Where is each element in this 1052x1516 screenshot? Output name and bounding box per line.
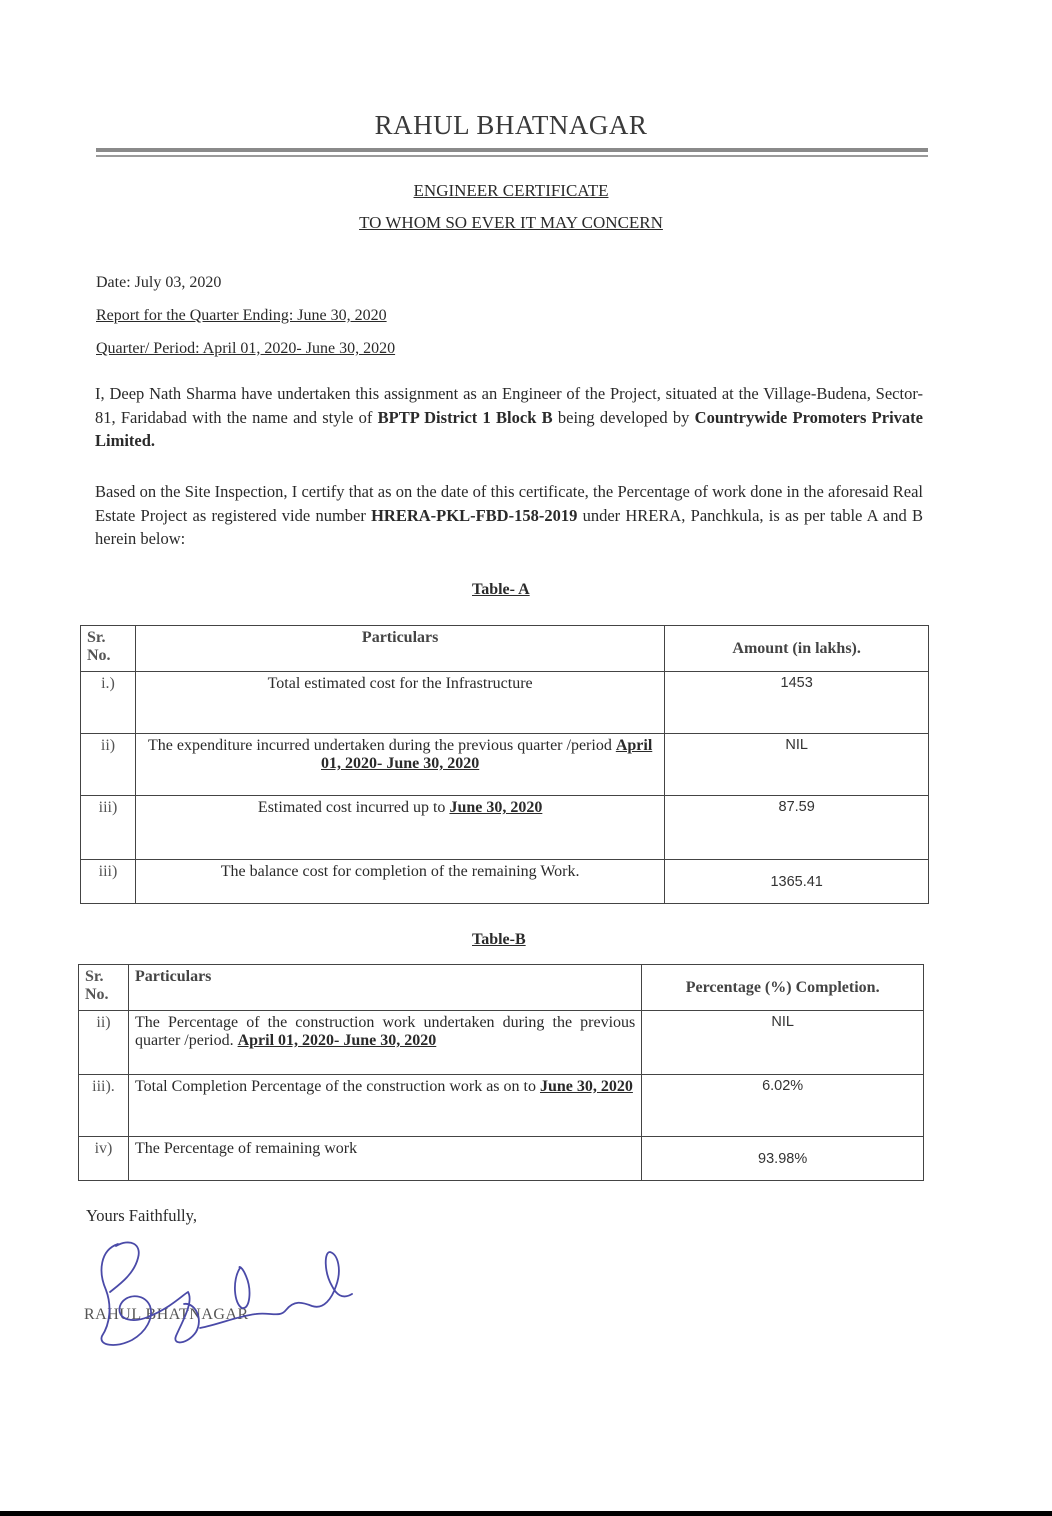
scan-bottom-edge [0,1511,1052,1516]
certification-paragraph [95,480,923,551]
amount-cell: 1365.41 [665,860,929,904]
particulars-cell [128,1137,641,1181]
sr-header: Sr. No. [81,626,136,672]
particulars-cell [135,796,664,860]
table-a [80,625,929,904]
report-quarter: Report for the Quarter Ending: June 30, 2020 [96,307,387,324]
particulars-text: Total Completion Percentage of the construction work as on to [134,1078,540,1095]
table-row [79,1011,924,1075]
table-a-caption: Table- A [472,581,530,598]
paragraph-text: under HRERA, Panchkula, is as per table A and B herein below: [95,505,923,548]
percentage-cell: NIL [642,1011,924,1075]
letterhead-rule-thin [96,155,928,157]
sr-header: Sr. No. [79,965,129,1011]
particulars-text: Estimated cost incurred up to [257,799,450,816]
table-b [78,964,924,1181]
table-row [81,860,929,904]
letterhead-name: RAHUL BHATNAGAR [374,110,648,140]
amount-cell: 1453 [665,672,929,734]
particulars-cell [128,1075,641,1137]
particulars-cell [135,672,664,734]
engagement-paragraph [95,382,923,453]
signature-mark [80,1232,370,1362]
table-row [81,796,929,860]
signature-name: RAHUL BHATNAGAR [84,1306,249,1323]
particulars-cell [135,860,664,904]
sr-cell: i.) [81,672,136,734]
particulars-cell [128,1011,641,1075]
table-row [81,672,929,734]
addressee-title: TO WHOM SO EVER IT MAY CONCERN [359,213,663,232]
period-date: June 30, 2020 [539,1078,633,1095]
percentage-header: Percentage (%) Completion. [642,965,924,1011]
sr-cell: iv) [79,1137,129,1181]
particulars-text: The Percentage of the construction work undertaken during the previous quarter /period. [134,1014,636,1049]
sr-cell: iii) [81,860,136,904]
period-date: June 30, 2020 [449,799,543,816]
period-date: April 01, 2020- June 30, 2020 [237,1032,437,1049]
particulars-header: Particulars [135,626,664,672]
project-name: BPTP District 1 Block B [377,407,553,427]
period-date: April 01, 2020- June 30, 2020 [321,737,653,772]
paragraph-text: Based on the Site Inspection, I certify that as on the date of this certificate, the Percentage of work done in the aforesaid Real Estate Project as registered vide number [95,482,923,525]
table-header-row [79,965,924,1011]
closing-salutation: Yours Faithfully, [86,1206,197,1225]
particulars-text: The balance cost for completion of the remaining Work. [220,863,580,880]
percentage-cell: 93.98% [642,1137,924,1181]
certificate-title: ENGINEER CERTIFICATE [413,181,609,200]
percentage-cell: 6.02% [642,1075,924,1137]
particulars-header: Particulars [128,965,641,1011]
amount-header: Amount (in lakhs). [665,626,929,672]
sr-cell: iii) [81,796,136,860]
registration-number: HRERA-PKL-FBD-158-2019 [371,505,578,525]
company-name: Countrywide Promoters Private Limited. [95,407,923,450]
table-row [81,734,929,796]
table-header-row [81,626,929,672]
amount-cell: 87.59 [665,796,929,860]
certificate-date: Date: July 03, 2020 [96,274,222,291]
particulars-cell [135,734,664,796]
sr-cell: iii). [79,1075,129,1137]
paragraph-text: I, Deep Nath Sharma have undertaken this assignment as an Engineer of the Project, situated at the Village-Budena, Sector-81, Faridabad with the name and style of [95,384,923,427]
sr-cell: ii) [81,734,136,796]
table-row [79,1137,924,1181]
letterhead-rule [96,148,928,152]
particulars-text: The expenditure incurred undertaken during the previous quarter /period [147,737,616,754]
quarter-period: Quarter/ Period: April 01, 2020- June 30, 2020 [96,340,396,357]
particulars-text: Total estimated cost for the Infrastructure [267,675,533,692]
paragraph-text: being developed by [552,407,695,427]
sr-cell: ii) [79,1011,129,1075]
table-b-caption: Table-B [472,931,526,948]
particulars-text: The Percentage of remaining work [134,1140,358,1157]
table-row [79,1075,924,1137]
amount-cell: NIL [665,734,929,796]
